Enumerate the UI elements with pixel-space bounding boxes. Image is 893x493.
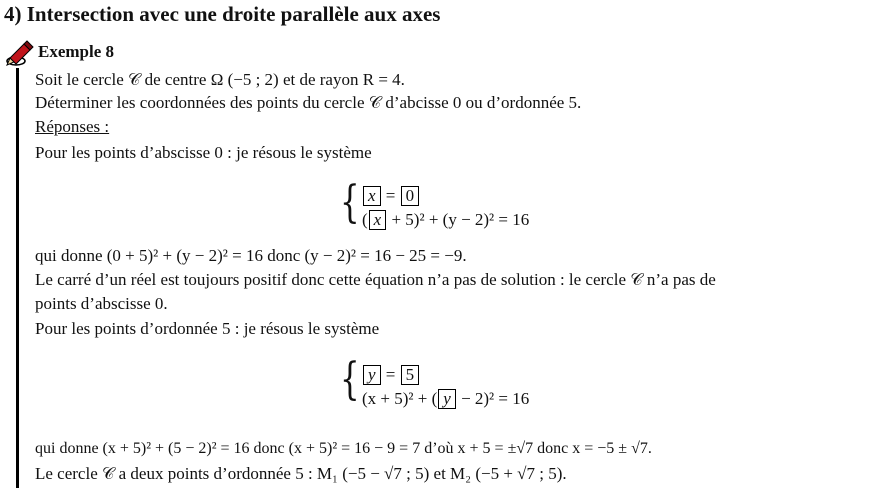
example-margin-bar [16, 68, 19, 488]
boxed-variable: x [369, 210, 387, 230]
statement-line-2: Déterminer les coordonnées des points du cercle 𝒞 d’abcisse 0 ou d’ordonnée 5. [35, 93, 582, 112]
equation-prefix: (x + 5)² + ( [362, 389, 438, 408]
section-title: 4) Intersection avec une droite parallèle aux axes [4, 2, 441, 26]
pencil-icon [4, 40, 34, 68]
boxed-variable: x [363, 186, 381, 206]
example-title: Exemple 8 [38, 42, 115, 61]
equals-sign: = [385, 365, 396, 384]
part1-conclusion-b: points d’abscisse 0. [35, 294, 168, 313]
part2-result: qui donne (x + 5)² + (5 − 2)² = 16 donc (x + 5)² = 16 − 9 = 7 d’où x + 5 = ±√7 donc x = −5 ± √7. [35, 440, 652, 457]
equals-sign: = [385, 186, 396, 205]
boxed-value: 0 [401, 186, 420, 206]
part2-intro: Pour les points d’ordonnée 5 : je résous le système [35, 319, 380, 338]
part1-conclusion-a: Le carré d’un réel est toujours positif donc cette équation n’a pas de solution : le cercle 𝒞 n’a pas de [35, 270, 716, 289]
equation-suffix: − 2)² = 16 [461, 389, 530, 408]
boxed-variable: y [438, 389, 456, 409]
equation-prefix: ( [362, 210, 368, 229]
statement-line-1: Soit le cercle 𝒞 de centre Ω (−5 ; 2) et de rayon R = 4. [35, 70, 405, 89]
part1-result: qui donne (0 + 5)² + (y − 2)² = 16 donc (y − 2)² = 16 − 25 = −9. [35, 246, 467, 265]
boxed-variable: y [363, 365, 381, 385]
part1-intro: Pour les points d’abscisse 0 : je résous le système [35, 143, 372, 162]
boxed-value: 5 [401, 365, 420, 385]
system-brace: { [340, 177, 360, 228]
answers-label: Réponses : [35, 117, 110, 136]
part2-conclusion: Le cercle 𝒞 a deux points d’ordonnée 5 : M₁ (−5 − √7 ; 5) et M₂ (−5 + √7 ; 5). [35, 464, 567, 483]
system-brace: { [340, 354, 360, 405]
equation-suffix: + 5)² + (y − 2)² = 16 [391, 210, 530, 229]
